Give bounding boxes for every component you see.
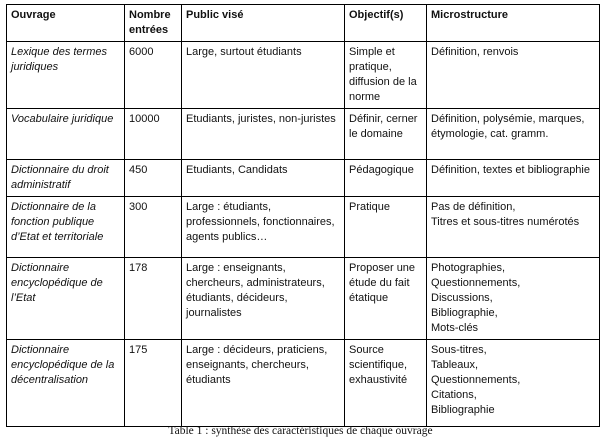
table-caption: Table 1 : synthèse des caractéristiques de chaque ouvrage: [168, 425, 433, 437]
cell-microstructure: [427, 197, 600, 258]
microstructure-line: Définition, textes et bibliographie: [431, 164, 590, 176]
cell-microstructure: [427, 258, 600, 340]
cell-public: Large : enseignants, chercheurs, administrateurs, étudiants, décideurs, journalistes: [182, 258, 345, 340]
microstructure-line: Mots-clés: [431, 322, 479, 334]
microstructure-line: Sous-titres,: [431, 344, 487, 356]
cell-nombre: 10000: [125, 109, 182, 160]
cell-objectifs: Simple et pratique, diffusion de la norme: [345, 42, 427, 109]
header-objectifs: Objectif(s): [345, 5, 427, 42]
cell-nombre: 300: [125, 197, 182, 258]
header-nombre-line1: Nombre: [129, 9, 171, 21]
microstructure-line: Photographies,: [431, 262, 505, 274]
cell-ouvrage: Lexique des termes juridiques: [7, 42, 125, 109]
cell-nombre: 178: [125, 258, 182, 340]
table-row: [7, 197, 600, 258]
header-public-vise: Public visé: [182, 5, 345, 42]
microstructure-line: Tableaux,: [431, 359, 479, 371]
cell-objectifs: Définir, cerner le domaine: [345, 109, 427, 160]
cell-ouvrage: Dictionnaire de la fonction publique d’Etat et territoriale: [7, 197, 125, 258]
microstructure-line: Discussions,: [431, 292, 493, 304]
cell-ouvrage: Dictionnaire encyclopédique de l’Etat: [7, 258, 125, 340]
table-row: [7, 160, 600, 197]
header-ouvrage: Ouvrage: [7, 5, 125, 42]
cell-public: Large, surtout étudiants: [182, 42, 345, 109]
microstructure-line: Titres et sous-titres numérotés: [431, 216, 580, 228]
header-microstructure: Microstructure: [427, 5, 600, 42]
microstructure-line: Bibliographie,: [431, 307, 498, 319]
cell-public: Large : étudiants, professionnels, fonctionnaires, agents publics…: [182, 197, 345, 258]
cell-objectifs: Pédagogique: [345, 160, 427, 197]
table-row: [7, 340, 600, 427]
microstructure-line: Bibliographie: [431, 404, 495, 416]
header-nombre-line2: entrées: [129, 24, 169, 36]
cell-ouvrage: Dictionnaire du droit administratif: [7, 160, 125, 197]
header-nombre-entrees: [125, 5, 182, 42]
cell-microstructure: [427, 42, 600, 109]
cell-public: Large : décideurs, praticiens, enseignants, chercheurs, étudiants: [182, 340, 345, 427]
cell-nombre: 450: [125, 160, 182, 197]
header-row: [7, 5, 600, 42]
cell-nombre: 175: [125, 340, 182, 427]
cell-objectifs: Proposer une étude du fait étatique: [345, 258, 427, 340]
microstructure-line: Définition, polysémie, marques, étymologie, cat. gramm.: [431, 113, 585, 140]
text-cursor: [6, 411, 7, 420]
microstructure-line: Pas de définition,: [431, 201, 516, 213]
table-row: [7, 42, 600, 109]
cell-microstructure: [427, 160, 600, 197]
cell-microstructure: [427, 109, 600, 160]
microstructure-line: Définition, renvois: [431, 46, 519, 58]
table-row: [7, 109, 600, 160]
microstructure-line: Citations,: [431, 389, 477, 401]
cell-microstructure: [427, 340, 600, 427]
microstructure-line: Questionnements,: [431, 277, 521, 289]
microstructure-line: Questionnements,: [431, 374, 521, 386]
characteristics-table: [6, 4, 600, 427]
table-row: [7, 258, 600, 340]
cell-ouvrage: Dictionnaire encyclopédique de la décentralisation: [7, 340, 125, 427]
cell-ouvrage: Vocabulaire juridique: [7, 109, 125, 160]
cell-public: Etudiants, Candidats: [182, 160, 345, 197]
cell-public: Etudiants, juristes, non-juristes: [182, 109, 345, 160]
cell-objectifs: Pratique: [345, 197, 427, 258]
cell-objectifs: Source scientifique, exhaustivité: [345, 340, 427, 427]
cell-nombre: 6000: [125, 42, 182, 109]
